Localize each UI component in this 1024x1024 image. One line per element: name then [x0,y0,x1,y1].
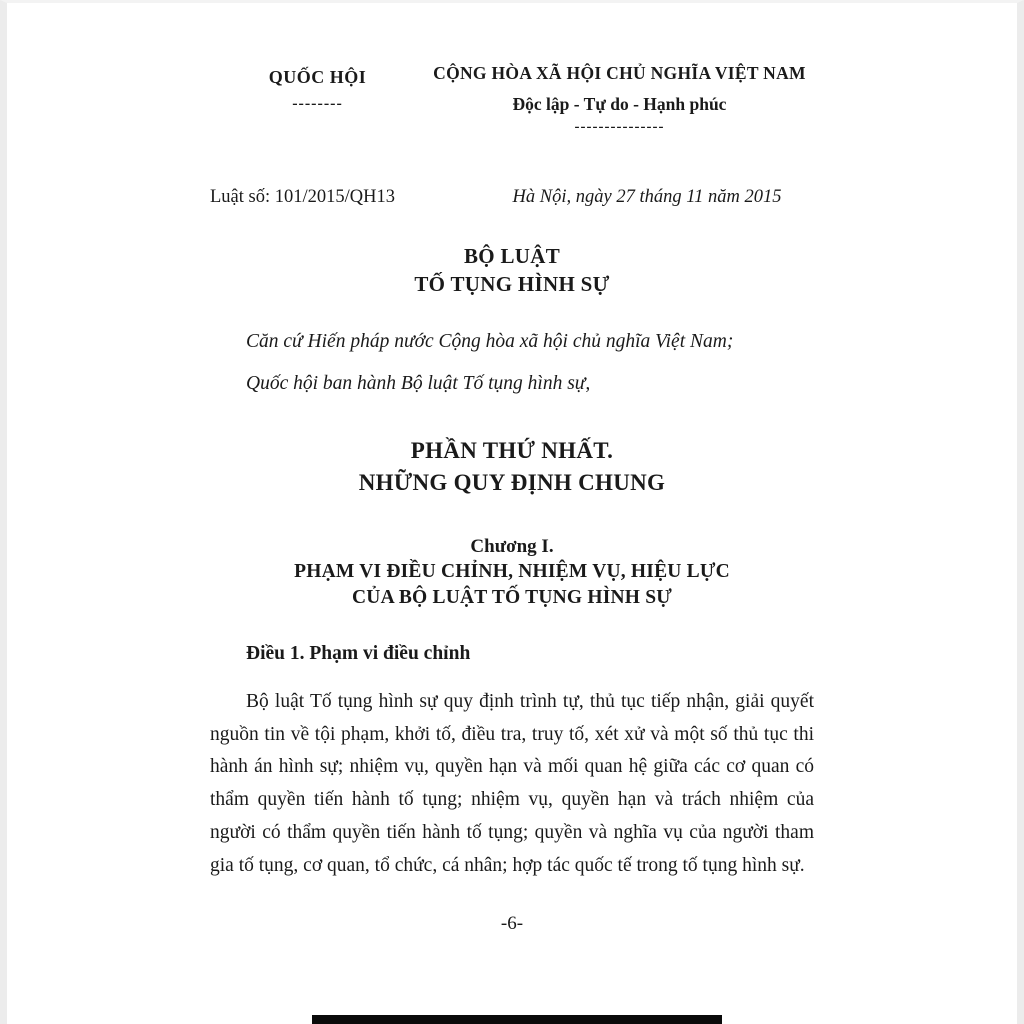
authority-rule: -------- [292,94,343,112]
document-page [7,3,1017,1024]
document-content [210,59,814,940]
national-title-block [425,59,814,140]
page-number: -6- [500,913,524,935]
motto-rule: --------------- [574,118,665,135]
part-heading-line2: NHỮNG QUY ĐỊNH CHUNG [358,470,666,496]
chapter-heading [210,534,814,612]
article-1-heading: Điều 1. Phạm vi điều chỉnh [246,642,471,664]
part-heading [210,435,814,499]
document-meta [210,182,814,213]
law-number: Luật số: 101/2015/QH13 [210,186,395,207]
date-place: Hà Nội, ngày 27 tháng 11 năm 2015 [512,186,782,207]
country-name: CỘNG HÒA XÃ HỘI CHỦ NGHĨA VIỆT NAM [433,63,806,83]
document-title-line2: TỐ TỤNG HÌNH SỰ [414,272,610,297]
article-1-body: Bộ luật Tố tụng hình sự quy định trình tự, thủ tục tiếp nhận, giải quyết nguồn tin về tội phạm, khởi tố, điều tra, truy tố, xét xử và một số thủ tục thi hành án hình sự; nhiệm vụ, quyền hạn và mối quan hệ giữa các cơ quan có thẩm quyền tiến hành tố tụng; nhiệm vụ, quyền hạn và trách nhiệm của người có thẩm quyền tiến hành tố tụng; quyền và nghĩa vụ của người tham gia tố tụng, cơ quan, tổ chức, cá nhân; hợp tác quốc tế trong tố tụng hình sự. [210,690,814,876]
preamble [210,327,814,399]
photo-bottom-bar [312,1015,722,1024]
chapter-title-line1: PHẠM VI ĐIỀU CHỈNH, NHIỆM VỤ, HIỆU LỰC [294,561,730,583]
chapter-title-line2: CỦA BỘ LUẬT TỐ TỤNG HÌNH SỰ [352,587,672,609]
chapter-number: Chương I. [470,535,554,557]
national-motto: Độc lập - Tự do - Hạnh phúc [512,93,727,114]
preamble-paragraph-1: Căn cứ Hiến pháp nước Cộng hòa xã hội chủ nghĩa Việt Nam; [246,330,734,352]
document-title [210,242,814,299]
issuing-authority-block [210,59,425,117]
part-heading-line1: PHẦN THỨ NHẤT. [410,438,614,464]
document-title-line1: BỘ LUẬT [463,244,561,269]
preamble-paragraph-2: Quốc hội ban hành Bộ luật Tố tụng hình sự, [246,372,591,394]
issuing-authority: QUỐC HỘI [268,67,367,87]
document-header [210,59,814,140]
